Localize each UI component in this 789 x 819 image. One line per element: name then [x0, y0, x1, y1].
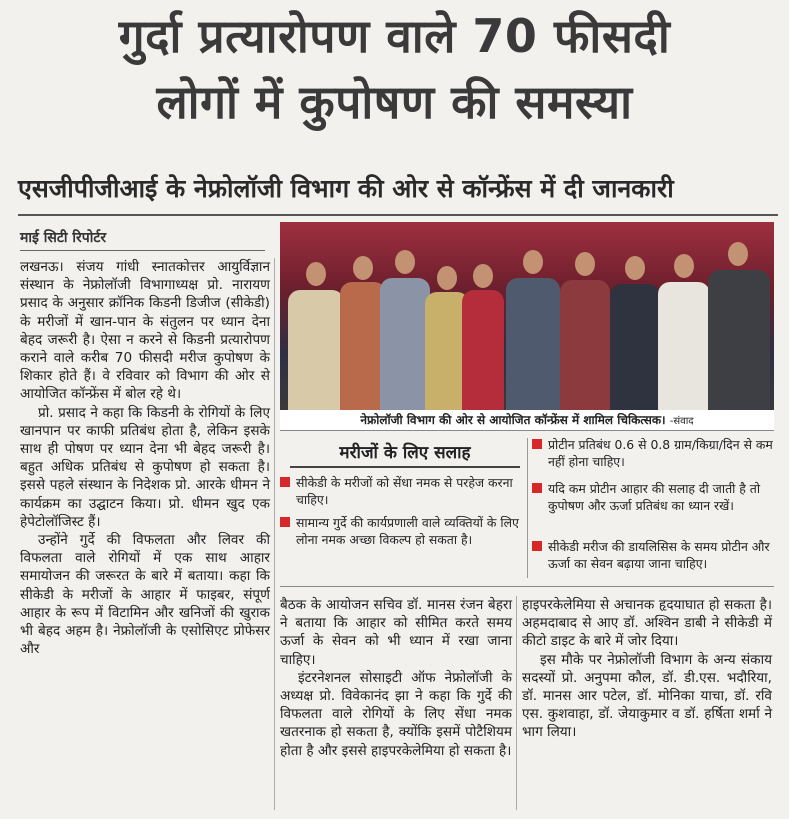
person-figure	[708, 270, 770, 410]
advice-tip	[532, 480, 774, 514]
advice-tip-text: सामान्य गुर्दे की कार्यप्रणाली वाले व्यक्तियों के लिए लोना नमक अच्छा विकल्प हो सकता है।	[296, 515, 519, 547]
bullet-square-icon	[532, 541, 542, 551]
article-paragraph: बैठक के आयोजन सचिव डॉ. मानस रंजन बेहरा ने बताया कि आहार को सीमित करते समय ऊर्जा के सेवन को भी ध्यान में रखा जाना चाहिए।	[280, 597, 512, 668]
person-figure	[506, 278, 560, 410]
advice-tip	[280, 514, 524, 548]
conference-photo	[280, 222, 774, 410]
caption-text: नेफ्रोलॉजी विभाग की ओर से आयोजित कॉन्फ्रेंस में शामिल चिकित्सक।	[360, 413, 666, 427]
column-divider	[274, 258, 275, 810]
byline-divider	[20, 250, 265, 251]
person-figure	[380, 278, 430, 410]
article-paragraph: इंटरनेशनल सोसाइटी ऑफ नेफ्रोलॉजी के अध्यक्ष प्रो. विवेकानंद झा ने कहा कि गुर्दे की विफलता वाले रोगियों के लिए सेंधा नमक खतरनाक हो सकता है, क्योंकि इसमें पोटैशियम होता है और इससे हाइपरकेलेमिया हो सकता है।	[280, 669, 512, 759]
person-head	[523, 250, 543, 274]
person-figure	[658, 282, 710, 410]
advice-tip	[532, 538, 774, 572]
person-figure	[288, 290, 344, 410]
advice-tip	[532, 436, 774, 470]
advice-box-bottom-rule	[280, 586, 774, 587]
advice-box	[280, 434, 774, 584]
person-head	[473, 264, 493, 288]
person-figure	[560, 280, 610, 410]
advice-box-title: मरीजों के लिए सलाह	[290, 440, 520, 468]
person-figure	[462, 290, 504, 410]
article-paragraph: उन्होंने गुर्दे की विफलता और लिवर की विफलता वाले रोगियों में एक साथ आहार समायोजन की जरूरत के बारे में बताया। कहा कि सीकेडी के मरीजों के आहार में फाइबर, संपूर्ण आहार के रूप में विटामिन और खनिजों की खुराक भी बेहद अहम है। नेफ्रोलॉजी के एसोसिएट प्रोफेसर और	[20, 532, 270, 658]
advice-tip-text: सीकेडी के मरीजों को सेंधा नमक से परहेज करना चाहिए।	[296, 475, 513, 507]
article-paragraph: प्रो. प्रसाद ने कहा कि किडनी के रोगियों के लिए खानपान पर काफी प्रतिबंध होता है, लेकिन इसके साथ ही पोषण पर ध्यान देना भी बेहद जरूरी है। बहुत अधिक प्रतिबंध से कुपोषण हो सकता है। इससे पहले संस्थान के निदेशक प्रो. आरके धीमन ने कार्यक्रम का उद्घाटन किया। प्रो. धीमन खुद एक हेपेटोलॉजिस्ट हैं।	[20, 404, 270, 530]
subheadline: एसजीपीजीआई के नेफ्रोलॉजी विभाग की ओर से कॉन्फ्रेंस में दी जानकारी	[18, 174, 674, 203]
caption-credit: -संवाद	[669, 416, 694, 427]
bullet-square-icon	[280, 477, 290, 487]
person-head	[575, 252, 595, 276]
person-head	[728, 242, 748, 266]
bullet-square-icon	[280, 517, 290, 527]
advice-tip-text: प्रोटीन प्रतिबंध 0.6 से 0.8 ग्राम/किग्रा/दिन से कम नहीं होना चाहिए।	[548, 437, 773, 469]
header-divider	[18, 214, 778, 216]
person-head	[437, 266, 457, 290]
advice-box-divider	[527, 438, 528, 578]
person-figure	[610, 284, 660, 410]
headline-line-2: लोगों में कुपोषण की समस्या	[156, 75, 633, 129]
article-column-1	[20, 258, 270, 658]
bullet-square-icon	[532, 483, 542, 493]
person-head	[395, 250, 415, 274]
advice-tip-text: यदि कम प्रोटीन आहार की सलाह दी जाती है तो कुपोषण और ऊर्जा प्रतिबंध का ध्यान रखें।	[548, 481, 761, 513]
advice-tip	[280, 474, 524, 508]
column-divider	[516, 596, 517, 810]
headline-line-1: गुर्दा प्रत्यारोपण वाले 70 फीसदी	[118, 9, 671, 63]
article-paragraph: लखनऊ। संजय गांधी स्नातकोत्तर आयुर्विज्ञान संस्थान के नेफ्रोलॉजी विभागाध्यक्ष प्रो. नारायण प्रसाद के अनुसार क्रॉनिक किडनी डिजीज (सीकेडी) के मरीजों में खान-पान के संतुलन पर ध्यान देना बेहद जरूरी है। ऐसा न करने से किडनी प्रत्यारोपण कराने वाले करीब 70 फीसदी मरीज कुपोषण के शिकार होते हैं। वे रविवार को विभाग की ओर से आयोजित कॉन्फ्रेंस में बोल रहे थे।	[20, 259, 270, 403]
person-head	[353, 256, 373, 280]
article-column-2	[280, 596, 512, 760]
article-column-3	[522, 596, 772, 742]
photo-caption	[280, 410, 774, 431]
person-head	[625, 256, 645, 280]
article-paragraph: इस मौके पर नेफ्रोलॉजी विभाग के अन्य संकाय सदस्यों प्रो. अनुपमा कौल, डॉ. डी.एस. भदौरिया, डॉ. मानस आर पटेल, डॉ. मोनिका याचा, डॉ. रवि एस. कुशवाहा, डॉ. जेयाकुमार व डॉ. हर्षिता शर्मा ने भाग लिया।	[522, 651, 772, 741]
bullet-square-icon	[532, 439, 542, 449]
reporter-byline: माई सिटी रिपोर्टर	[20, 230, 107, 246]
person-head	[674, 254, 694, 278]
person-head	[306, 262, 326, 286]
advice-tip-text: सीकेडी मरीज की डायलिसिस के समय प्रोटीन और ऊर्जा का सेवन बढ़ाया जाना चाहिए।	[548, 539, 770, 571]
article-paragraph: हाइपरकेलेमिया से अचानक हृदयाघात हो सकता है। अहमदाबाद से आए डॉ. अश्विन डाबी ने सीकेडी में कीटो डाइट के बारे में जोर दिया।	[522, 597, 772, 650]
